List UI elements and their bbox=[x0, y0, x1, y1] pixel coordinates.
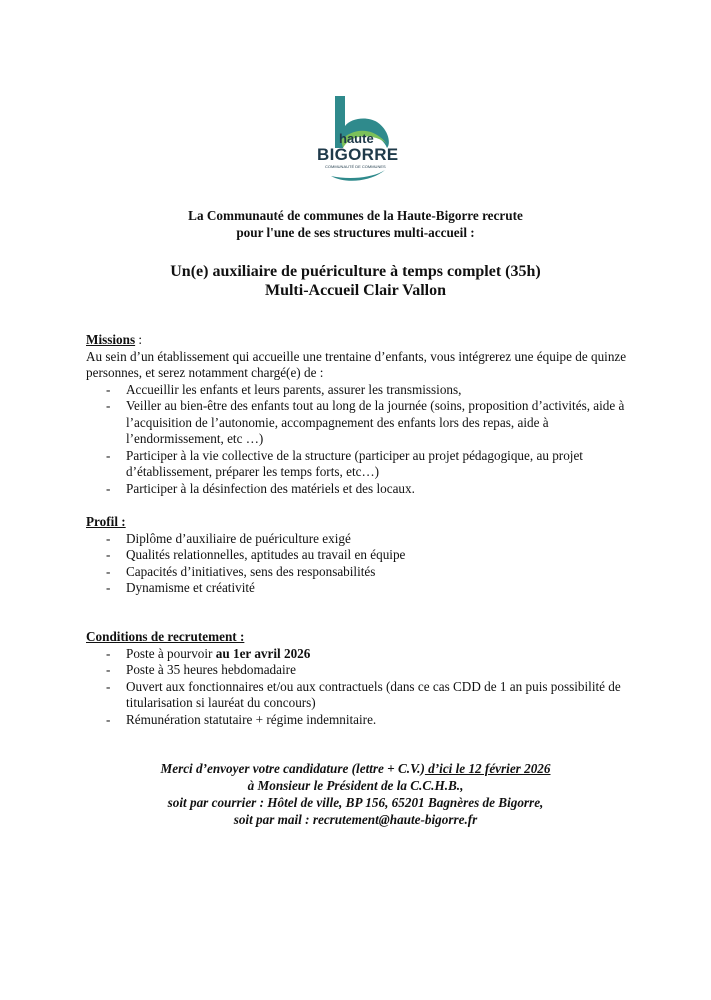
list-item: - Diplôme d’auxiliaire de puériculture exigé bbox=[86, 531, 631, 548]
missions-list bbox=[86, 382, 631, 498]
list-item: - Poste à 35 heures hebdomadaire bbox=[86, 662, 631, 679]
missions-text: Au sein d’un établissement qui accueille une trentaine d’enfants, vous intégrerez une équipe de quinze personnes, et serez notamment chargé(e) de : bbox=[86, 348, 627, 380]
profil-heading: Profil : bbox=[86, 514, 126, 529]
start-date: au 1er avril 2026 bbox=[215, 645, 311, 661]
logo-text-sub: COMMUNAUTÉ DE COMMUNES bbox=[325, 164, 386, 169]
footer-line-2: à Monsieur le Président de la C.C.H.B., bbox=[247, 778, 464, 793]
job-title-line-1: Un(e) auxiliaire de puériculture à temps complet (35h) bbox=[170, 263, 541, 280]
list-item: - Rémunération statutaire + régime indemnitaire. bbox=[86, 712, 631, 729]
list-item: - Participer à la vie collective de la structure (participer au projet pédagogique, au projet d’établissement, préparer les temps forts, etc…) bbox=[86, 448, 631, 481]
job-title bbox=[0, 262, 711, 300]
intro-line-2: pour l'une de ses structures multi-accueil : bbox=[236, 224, 475, 240]
missions-heading: Missions bbox=[86, 332, 136, 347]
job-title-line-2: Multi-Accueil Clair Vallon bbox=[264, 282, 447, 299]
list-item: - Veiller au bien-être des enfants tout au long de la journée (soins, proposition d’activités, aide à l’acquisition de l’autonomie, accompagnement des enfants lors des repas, aide à l’endormissement, etc …) bbox=[86, 398, 631, 448]
list-item: - Participer à la désinfection des matériels et des locaux. bbox=[86, 481, 631, 498]
start-date-prefix: Poste à pourvoir bbox=[126, 645, 216, 661]
conditions-section bbox=[86, 629, 631, 728]
list-item: - Qualités relationnelles, aptitudes au travail en équipe bbox=[86, 547, 631, 564]
logo-text-bigorre: BIGORRE bbox=[317, 145, 399, 164]
list-item: - Accueillir les enfants et leurs parents, assurer les transmissions, bbox=[86, 382, 631, 399]
footer-line-1 bbox=[0, 760, 711, 777]
haute-bigorre-logo bbox=[311, 92, 397, 182]
footer-line-1a: Merci d’envoyer votre candidature (lettre + C.V.) bbox=[160, 761, 425, 776]
profil-section bbox=[86, 514, 631, 597]
list-item bbox=[86, 646, 631, 663]
missions-heading-suffix: : bbox=[135, 332, 143, 347]
profil-list bbox=[86, 531, 631, 597]
logo-text-haute: haute bbox=[339, 131, 374, 146]
conditions-heading: Conditions de recrutement : bbox=[86, 629, 245, 644]
conditions-list bbox=[86, 646, 631, 729]
missions-heading-row bbox=[86, 332, 631, 349]
footer-line-3: soit par courrier : Hôtel de ville, BP 156, 65201 Bagnères de Bigorre, bbox=[167, 795, 544, 810]
application-instructions bbox=[0, 760, 711, 828]
intro bbox=[0, 208, 711, 241]
list-item: - Capacités d’initiatives, sens des responsabilités bbox=[86, 564, 631, 581]
footer-line-4: soit par mail : recrutement@haute-bigorre.fr bbox=[233, 812, 478, 827]
intro-line-1: La Communauté de communes de la Haute-Bigorre recrute bbox=[188, 208, 523, 223]
list-item: - Ouvert aux fonctionnaires et/ou aux contractuels (dans ce cas CDD de 1 an puis possibilité de titularisation si lauréat du concours) bbox=[86, 679, 631, 712]
list-item: - Dynamisme et créativité bbox=[86, 580, 631, 597]
deadline: d’ici le 12 février 2026 bbox=[424, 761, 551, 776]
missions-section bbox=[86, 332, 631, 497]
